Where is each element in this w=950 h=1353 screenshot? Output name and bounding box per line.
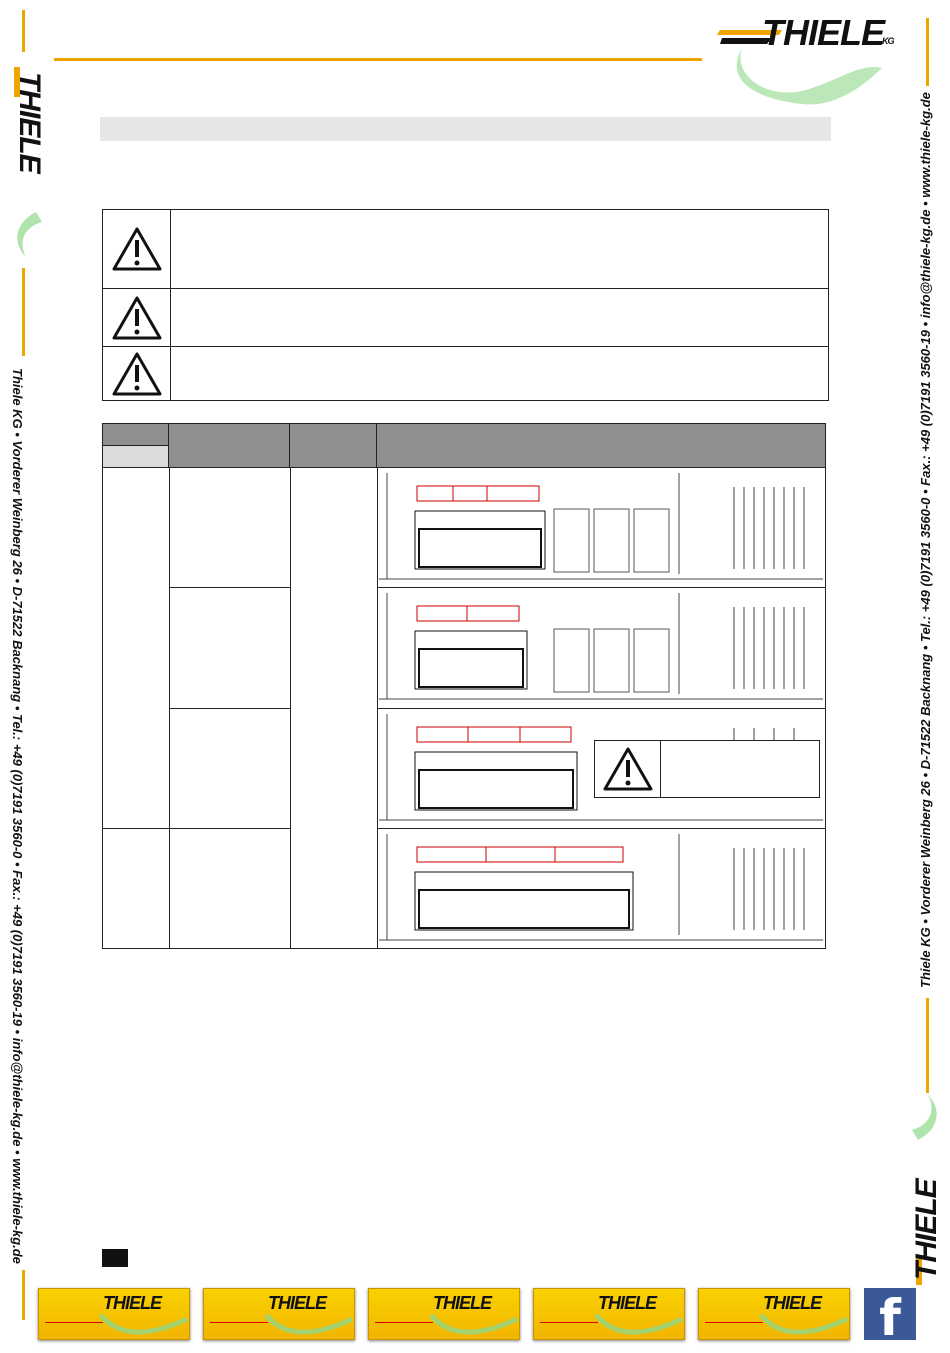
footer-swoosh-icon [759, 1307, 849, 1339]
footer-tile-text: THIELE [763, 1293, 822, 1313]
warning-row [103, 289, 828, 347]
footer-logo-tile-2[interactable] [203, 1288, 355, 1340]
table-header-cell-4 [377, 424, 825, 467]
warning-triangle-icon [602, 746, 654, 792]
side-address-left: Thiele KG • Vorderer Weinberg 26 • D-71522 Backnang • Tel.: +49 (0)7191 3560-0 • Fax.: +49 (0)7191 3560-19 • info@thiele-kg.de • www.thiele-kg.de [10, 368, 25, 1264]
left-gold-rule-bottom [22, 268, 25, 356]
footer-red-underline [375, 1322, 433, 1323]
warning-icon-cell [103, 210, 171, 288]
technical-drawing-1 [379, 469, 823, 586]
row-divider [377, 828, 825, 829]
warning-row [103, 210, 828, 289]
header-logo-text: THIELE [762, 12, 885, 53]
header-logo-suffix: KG [882, 36, 894, 46]
row-divider [377, 587, 825, 588]
side-logo-left [6, 62, 50, 262]
left-gold-rule-lower [22, 1270, 25, 1320]
warning-triangle-icon [111, 295, 163, 341]
warning-text [171, 347, 828, 400]
warning-icon-cell [103, 347, 171, 400]
right-gold-rule-mid [926, 998, 929, 1093]
footer-red-underline [540, 1322, 598, 1323]
warnings-table [102, 209, 829, 401]
footer-logo-tile-4[interactable] [533, 1288, 685, 1340]
parts-table [102, 423, 826, 949]
footer-logo-tile-5[interactable] [698, 1288, 850, 1340]
header-gold-rule [54, 58, 702, 61]
warning-text [171, 289, 828, 346]
footer-logo-tile-3[interactable] [368, 1288, 520, 1340]
footer-tile-text: THIELE [598, 1293, 657, 1313]
row-divider [169, 708, 291, 709]
row-divider [169, 587, 291, 588]
header-logo [712, 8, 902, 108]
footer-swoosh-icon [429, 1307, 519, 1339]
footer-swoosh-icon [99, 1307, 189, 1339]
table-header-cell-1a [103, 424, 169, 446]
inline-warning-box [594, 740, 820, 798]
footer-red-underline [210, 1322, 268, 1323]
warning-row [103, 347, 828, 400]
warning-triangle-icon [111, 226, 163, 272]
facebook-icon[interactable]: f [864, 1288, 916, 1340]
inline-warning-icon-cell [595, 741, 661, 797]
section-heading-bar [100, 117, 831, 141]
table-header-cell-1b [103, 446, 169, 467]
footer-red-underline [45, 1322, 103, 1323]
table-header-cell-3 [290, 424, 377, 467]
side-address-right: Thiele KG • Vorderer Weinberg 26 • D-71522 Backnang • Tel.: +49 (0)7191 3560-0 • Fax.: +49 (0)7191 3560-19 • info@thiele-kg.de • www.thiele-kg.de [918, 92, 933, 988]
footer-tile-text: THIELE [433, 1293, 492, 1313]
left-gold-rule-top [22, 10, 25, 52]
row-divider [377, 708, 825, 709]
technical-drawing-4 [379, 830, 823, 947]
footer-red-underline [705, 1322, 763, 1323]
warning-text [171, 210, 828, 288]
technical-drawing-2 [379, 589, 823, 706]
footer-tile-text: THIELE [268, 1293, 327, 1313]
warning-icon-cell [103, 289, 171, 346]
row-divider [103, 828, 291, 829]
footer-logo-tile-1[interactable] [38, 1288, 190, 1340]
page-number-marker [102, 1249, 128, 1267]
warning-triangle-icon [111, 351, 163, 397]
right-gold-rule-top [926, 18, 929, 86]
side-logo-right-text: THIELE [910, 1179, 943, 1280]
footer-swoosh-icon [594, 1307, 684, 1339]
footer-tile-text: THIELE [103, 1293, 162, 1313]
table-header-cell-2 [169, 424, 290, 467]
side-logo-left-text: THIELE [13, 72, 46, 173]
table-header-divider [103, 467, 825, 468]
footer-swoosh-icon [264, 1307, 354, 1339]
side-logo-right [908, 1090, 948, 1290]
